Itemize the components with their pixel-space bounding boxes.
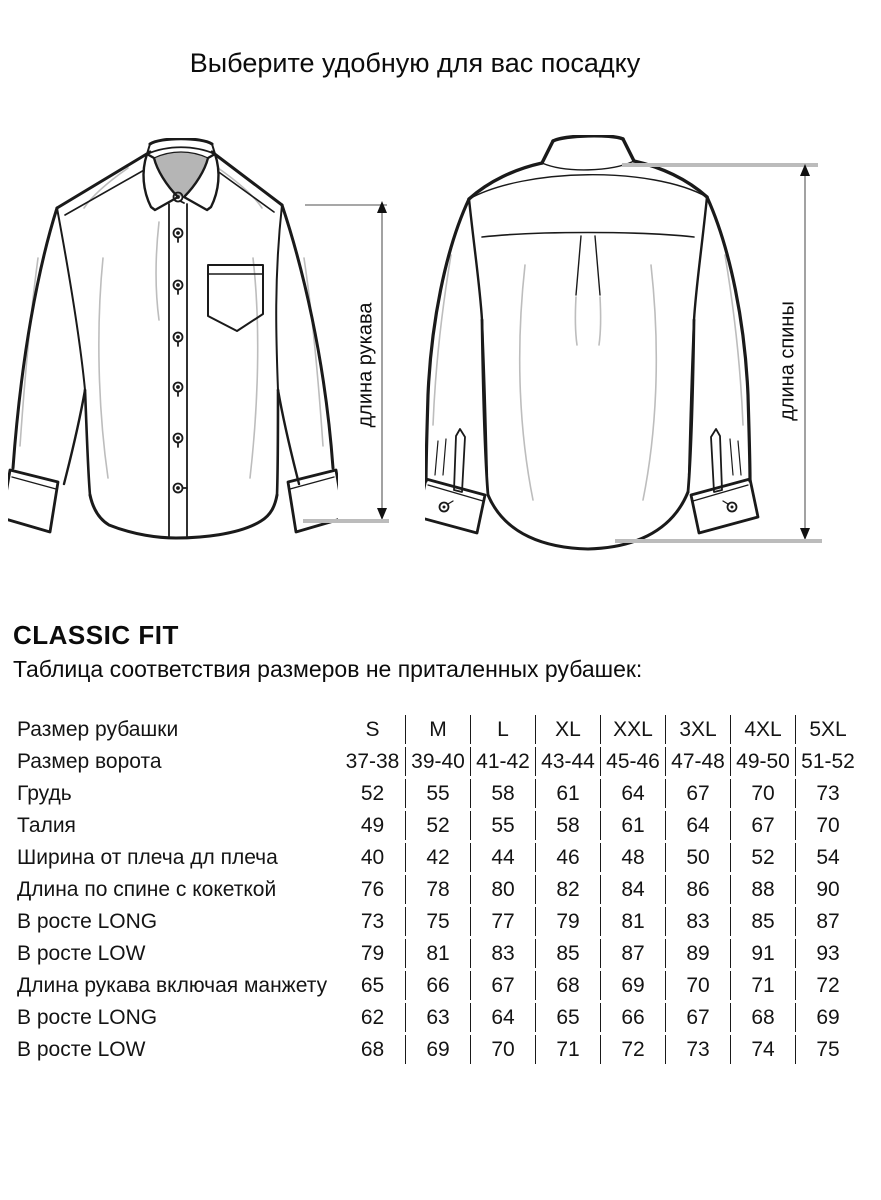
size-cell: 71	[535, 1035, 600, 1064]
size-cell: 86	[665, 875, 730, 904]
left-cuff	[425, 429, 485, 533]
size-cell: 58	[535, 811, 600, 840]
size-cell: 74	[730, 1035, 795, 1064]
size-cell: 43-44	[535, 747, 600, 776]
row-label: Талия	[17, 813, 76, 837]
size-cell: 79	[535, 907, 600, 936]
size-cell: 77	[470, 907, 535, 936]
row-label: В росте LONG	[17, 909, 158, 933]
size-table	[14, 712, 860, 1067]
size-cell: 91	[730, 939, 795, 968]
size-cell: XL	[535, 715, 600, 744]
shirt-front-drawing	[8, 138, 338, 548]
size-cell: 68	[730, 1003, 795, 1032]
size-cell: 37-38	[345, 749, 400, 773]
table-row	[14, 875, 860, 904]
size-cell: 3XL	[665, 715, 730, 744]
size-cell: 48	[600, 843, 665, 872]
size-cell: 41-42	[470, 747, 535, 776]
table-row	[14, 811, 860, 840]
size-cell: 61	[535, 779, 600, 808]
size-cell: 4XL	[730, 715, 795, 744]
size-cell: 52	[360, 781, 385, 805]
row-label: В росте LOW	[17, 1037, 146, 1061]
row-label: Размер рубашки	[17, 717, 179, 741]
size-cell: L	[470, 715, 535, 744]
size-cell: 45-46	[600, 747, 665, 776]
section-heading: CLASSIC FIT	[13, 620, 179, 650]
table-row	[14, 779, 860, 808]
size-cell: 66	[600, 1003, 665, 1032]
size-cell: 55	[470, 811, 535, 840]
size-cell: 82	[535, 875, 600, 904]
table-row	[14, 939, 860, 968]
size-cell: 70	[470, 1035, 535, 1064]
size-table-body	[14, 715, 860, 1064]
size-cell: 89	[665, 939, 730, 968]
row-label: Ширина от плеча дл плеча	[17, 845, 278, 869]
size-cell: 66	[405, 971, 470, 1000]
table-row	[14, 971, 860, 1000]
size-cell: 55	[405, 779, 470, 808]
size-cell: 85	[730, 907, 795, 936]
table-row	[14, 843, 860, 872]
row-label: Длина рукава включая манжету	[17, 973, 328, 997]
size-cell: 64	[470, 1003, 535, 1032]
size-cell: 49-50	[730, 747, 795, 776]
size-cell: 78	[405, 875, 470, 904]
size-cell: 72	[795, 971, 860, 1000]
row-label: В росте LONG	[17, 1005, 158, 1029]
size-cell: 49	[360, 813, 385, 837]
size-cell: 90	[795, 875, 860, 904]
size-cell: 69	[795, 1003, 860, 1032]
size-cell: 52	[405, 811, 470, 840]
size-cell: 67	[470, 971, 535, 1000]
size-cell: 80	[470, 875, 535, 904]
size-cell: 93	[795, 939, 860, 968]
size-cell: 76	[360, 877, 385, 901]
size-cell: 68	[360, 1037, 385, 1061]
size-cell: 50	[665, 843, 730, 872]
size-cell: 44	[470, 843, 535, 872]
size-cell: 70	[730, 779, 795, 808]
size-cell: 83	[665, 907, 730, 936]
size-cell: 87	[795, 907, 860, 936]
size-cell: 79	[360, 941, 385, 965]
row-label: В росте LOW	[17, 941, 146, 965]
size-cell: XXL	[600, 715, 665, 744]
row-label: Размер ворота	[17, 749, 162, 773]
size-cell: 52	[730, 843, 795, 872]
row-label: Длина по спине с кокеткой	[17, 877, 277, 901]
shirt-back-drawing	[425, 135, 775, 555]
row-label: Грудь	[17, 781, 72, 805]
size-cell: 40	[360, 845, 385, 869]
size-cell: 39-40	[405, 747, 470, 776]
front-buttons	[174, 193, 188, 493]
size-cell: 87	[600, 939, 665, 968]
size-cell: 81	[405, 939, 470, 968]
size-cell: 51-52	[795, 747, 860, 776]
size-cell: 81	[600, 907, 665, 936]
section-subtitle: Таблица соответствия размеров не приталенных рубашек:	[13, 656, 643, 682]
size-cell: M	[405, 715, 470, 744]
size-cell: 73	[665, 1035, 730, 1064]
size-cell: 62	[360, 1005, 385, 1029]
size-cell: 58	[470, 779, 535, 808]
size-cell: 5XL	[795, 715, 860, 744]
size-cell: 72	[600, 1035, 665, 1064]
size-cell: 68	[535, 971, 600, 1000]
size-cell: 83	[470, 939, 535, 968]
table-row	[14, 715, 860, 744]
size-cell: 69	[600, 971, 665, 1000]
size-cell: 70	[795, 811, 860, 840]
size-cell: 71	[730, 971, 795, 1000]
size-cell: 67	[730, 811, 795, 840]
size-cell: 65	[535, 1003, 600, 1032]
size-cell: 73	[360, 909, 385, 933]
size-cell: 46	[535, 843, 600, 872]
size-cell: 64	[665, 811, 730, 840]
table-row	[14, 1035, 860, 1064]
sleeve-length-label: длина рукава	[354, 302, 377, 428]
size-cell: S	[365, 717, 380, 741]
size-cell: 63	[405, 1003, 470, 1032]
size-cell: 75	[795, 1035, 860, 1064]
size-cell: 67	[665, 1003, 730, 1032]
table-row	[14, 907, 860, 936]
size-cell: 65	[360, 973, 385, 997]
size-cell: 75	[405, 907, 470, 936]
table-row	[14, 1003, 860, 1032]
size-cell: 54	[795, 843, 860, 872]
size-cell: 84	[600, 875, 665, 904]
back-collar	[542, 136, 634, 170]
page-title: Выберите удобную для вас посадку	[189, 48, 641, 78]
size-cell: 42	[405, 843, 470, 872]
size-cell: 85	[535, 939, 600, 968]
size-cell: 67	[665, 779, 730, 808]
size-cell: 64	[600, 779, 665, 808]
size-cell: 70	[665, 971, 730, 1000]
size-cell: 73	[795, 779, 860, 808]
size-cell: 88	[730, 875, 795, 904]
back-length-label: длина спины	[776, 301, 799, 421]
table-row	[14, 747, 860, 776]
size-cell: 61	[600, 811, 665, 840]
size-cell: 47-48	[665, 747, 730, 776]
size-cell: 69	[405, 1035, 470, 1064]
